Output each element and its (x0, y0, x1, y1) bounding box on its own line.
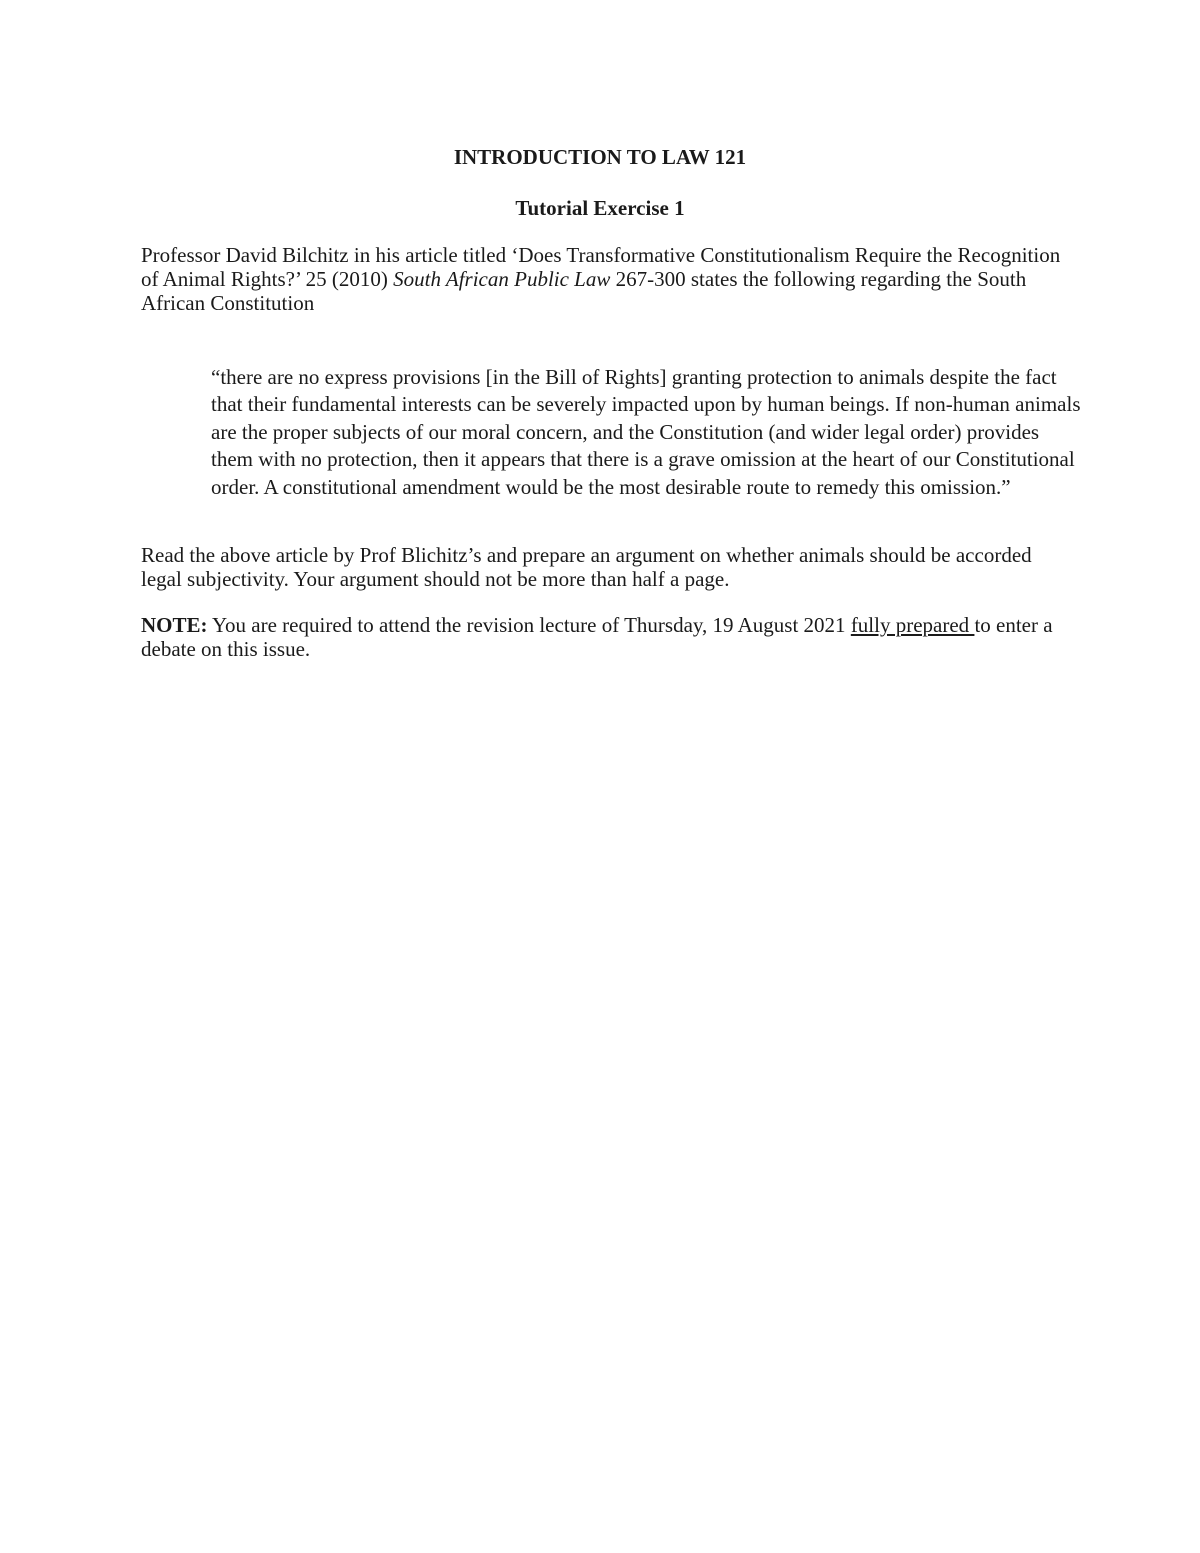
note-underlined-text: fully prepared (850, 613, 975, 637)
note-text-end: to enter a debate on this issue. (141, 613, 1053, 661)
instruction-paragraph: Read the above article by Prof Blichitz’s and prepare an argument on whether animals should be accorded legal subjectivity. Your argument should not be more than half a page. (141, 543, 1032, 591)
block-quote: “there are no express provisions [in the Bill of Rights] granting protection to animals despite the fact that their fundamental interests can be severely impacted upon by human beings. If non-human animals are the proper subjects of our moral concern, and the Constitution (and wider legal order) provides them with no protection, then it appears that there is a grave omission at the heart of our Constitutional order. A constitutional amendment would be the most desirable route to remedy this omission.” (211, 365, 1081, 499)
intro-text-end: 267-300 states the following regarding the South African Constitution (141, 267, 1027, 315)
intro-paragraph (141, 243, 1071, 315)
note-label: NOTE: (141, 613, 208, 637)
intro-text-start: Professor David Bilchitz in his article titled ‘Does Transformative Constitutionalism Require the Recognition of Animal Rights?’ 25 (2010) (141, 243, 1061, 291)
journal-name: South African Public Law (393, 267, 611, 291)
note-text: You are required to attend the revision lecture of Thursday, 19 August 2021 (207, 613, 851, 637)
document-subtitle: Tutorial Exercise 1 (515, 196, 685, 220)
document-title: INTRODUCTION TO LAW 121 (453, 145, 747, 169)
note-paragraph (141, 613, 1071, 661)
